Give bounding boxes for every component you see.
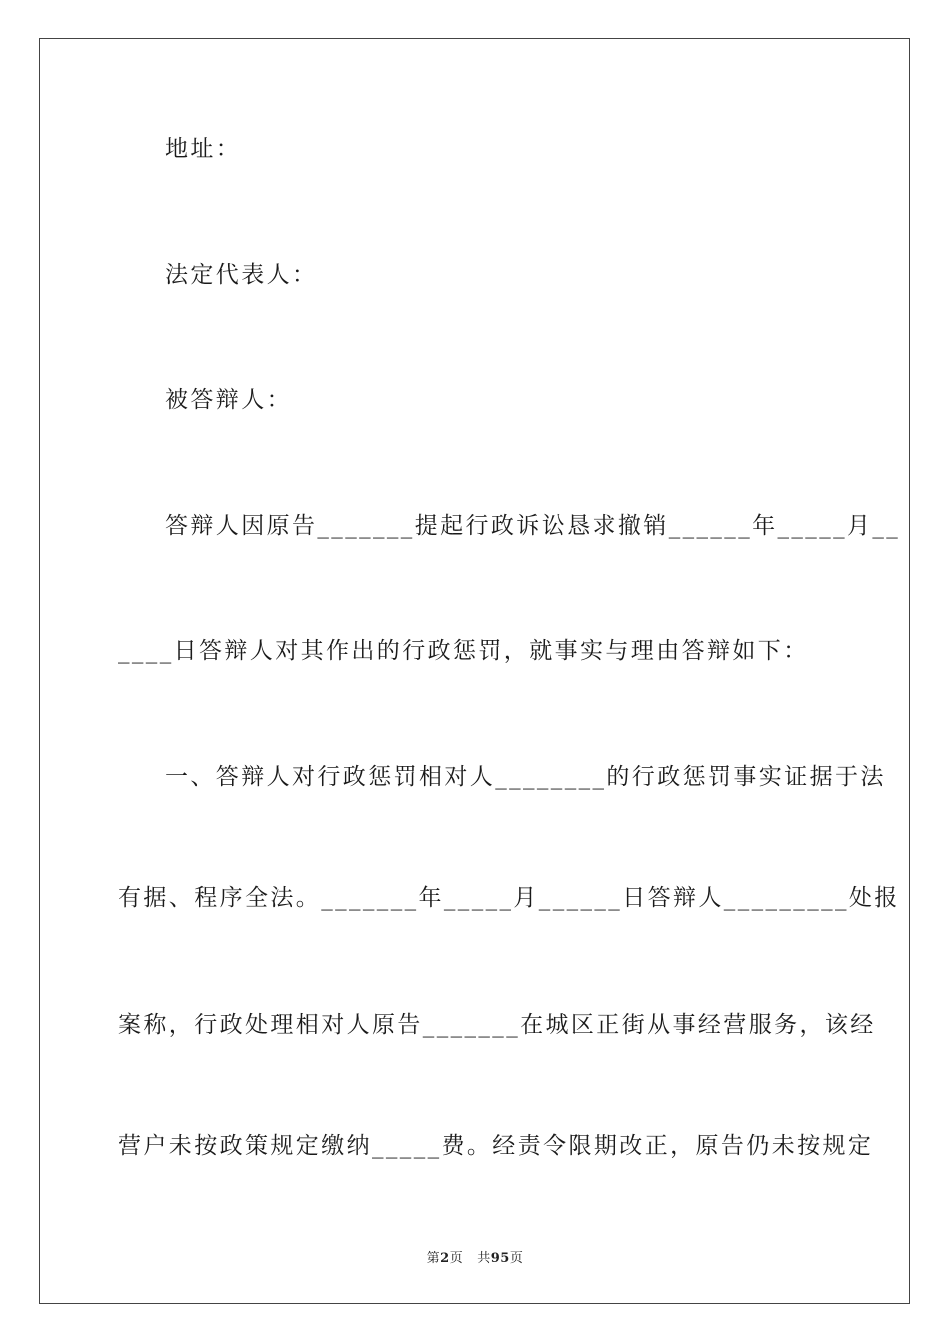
page-prefix: 第 xyxy=(426,1251,441,1266)
address-label: 地址： xyxy=(165,136,242,162)
legal-representative-label: 法定代表人： xyxy=(165,262,318,288)
section-one-line-4: 营户未按政策规定缴纳_____费。经责令限期改正，原告仍未按规定 xyxy=(118,1133,874,1159)
total-suffix: 页 xyxy=(509,1251,524,1266)
total-prefix: 共 xyxy=(477,1251,491,1266)
respondent-label: 被答辩人： xyxy=(165,387,292,413)
section-one-line-2: 有据、程序全法。_______年_____月______日答辩人_________处报 xyxy=(118,885,900,911)
page-footer xyxy=(0,1247,950,1266)
section-one-line-3: 案称，行政处理相对人原告_______在城区正街从事经营服务，该经 xyxy=(118,1012,876,1038)
body-paragraph-line-1: 答辩人因原告_______提起行政诉讼恳求撤销______年_____月__ xyxy=(165,513,901,539)
total-pages: 95 xyxy=(490,1251,510,1266)
page-number: 2 xyxy=(440,1251,450,1266)
body-paragraph-line-2: ____日答辩人对其作出的行政惩罚，就事实与理由答辩如下： xyxy=(118,638,809,664)
page-suffix: 页 xyxy=(449,1251,464,1266)
section-one-line-1: 一、答辩人对行政惩罚相对人________的行政惩罚事实证据于法 xyxy=(165,764,886,790)
page-frame xyxy=(39,38,910,1304)
